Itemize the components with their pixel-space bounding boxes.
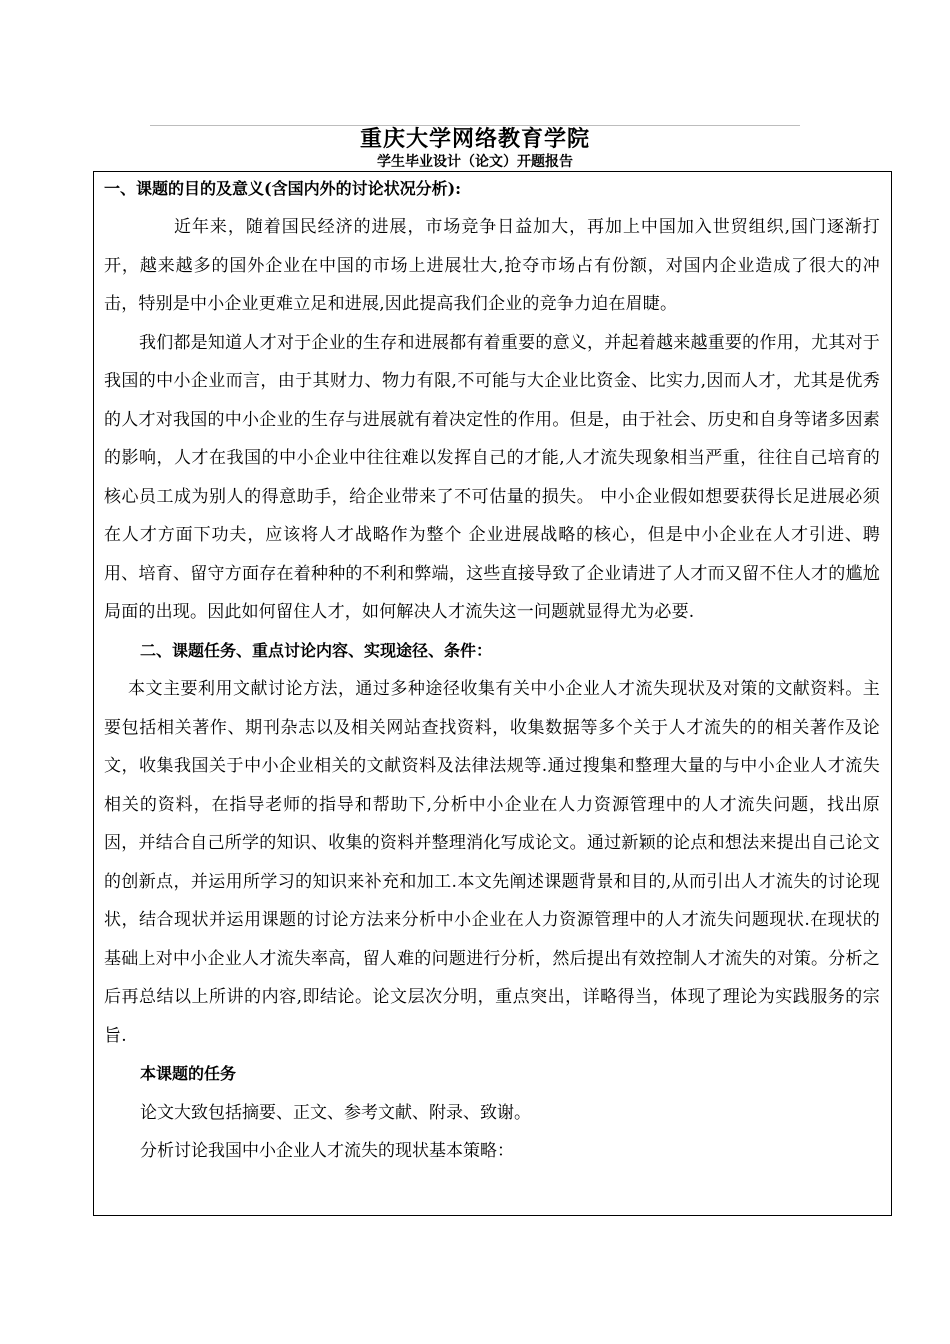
section-2-paragraph: 本文主要利用文献讨论方法，通过多种途径收集有关中小企业人才流失现状及对策的文献资料。主要包括相关著作、期刊杂志以及相关网站查找资料，收集数据等多个关于人才流失的的相关著作及论文，收集我国关于中小企业相关的文献资料及法律法规等.通过搜集和整理大量的与中小企业人才流失相关的资料，在指导老师的指导和帮助下,分析中小企业在人力资源管理中的人才流失问题，找出原因，并结合自己所学的知识、收集的资料并整理消化写成论文。通过新颖的论点和想法来提出自己论文的创新点，并运用所学习的知识来补充和加工.本文先阐述课题背景和目的,从而引出人才流失的讨论现状，结合现状并运用课题的讨论方法来分析中小企业在人力资源管理中的人才流失问题现状.在现状的基础上对中小企业人才流失率高，留人难的问题进行分析，然后提出有效控制人才流失的对策。分析之后再总结以上所讲的内容,即结论。论文层次分明，重点突出，详略得当，体现了理论为实践服务的宗旨. <box>104 679 880 1046</box>
page-title: 重庆大学网络教育学院 <box>359 126 590 152</box>
section-1-paragraph-1: 近年来，随着国民经济的进展，市场竞争日益加大，再加上中国加入世贸组织,国门逐渐打开，越来越多的国外企业在中国的市场上进展壮大,抢夺市场占有份额，对国内企业造成了很大的冲击，特别是中小企业更难立足和进展,因此提高我们企业的竞争力迫在眉睫。 <box>104 217 880 314</box>
section-2-heading: 二、课题任务、重点讨论内容、实现途径、条件： <box>140 640 493 660</box>
section-1-paragraph-2: 我们都是知道人才对于企业的生存和进展都有着重要的意义，并起着越来越重要的作用，尤其对于我国的中小企业而言，由于其财力、物力有限,不可能与大企业比资金、比实力,因而人才，尤其是优秀的人才对我国的中小企业的生存与进展就有着决定性的作用。但是，由于社会、历史和自身等诸多因素的影响，人才在我国的中小企业中往往难以发挥自己的才能,人才流失现象相当严重，往往自己培育的核心员工成为别人的得意助手，给企业带来了不可估量的损失。 中小企业假如想要获得长足进展必须在人才方面下功夫，应该将人才战略作为整个 企业进展战略的核心，但是中小企业在人才引进、聘用、培育、留守方面存在着种种的不利和弊端，这些直接导致了企业请进了人才而又留不住人才的尴尬局面的出现。因此如何留住人才，如何解决人才流失这一问题就显得尤为必要. <box>104 332 880 622</box>
report-frame <box>93 171 892 1216</box>
task-line-1: 论文大致包括摘要、正文、参考文献、附录、致谢。 <box>140 1102 531 1123</box>
report-content <box>104 174 880 1171</box>
section-1-heading: 一、课题的目的及意义(含国内外的讨论状况分析): <box>104 179 462 198</box>
task-line-2: 分析讨论我国中小企业人才流失的现状基本策略： <box>140 1141 514 1161</box>
page-subtitle: 学生毕业设计（论文）开题报告 <box>377 154 573 170</box>
task-heading: 本课题的任务 <box>140 1064 237 1083</box>
